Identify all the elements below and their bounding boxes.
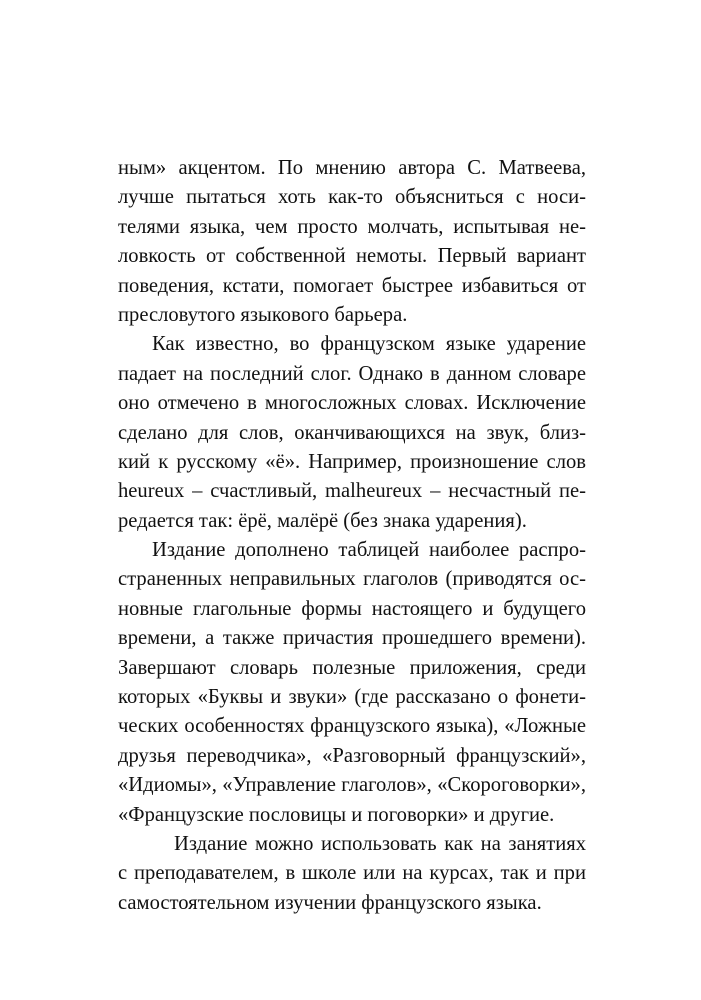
text-line: поведения, кстати, помогает быстрее избавиться от — [118, 274, 586, 297]
text-line: которых «Буквы и звуки» (где рассказано о фонети- — [118, 686, 586, 709]
text-line: heureux – счастливый, malheureux – несчастный пе- — [118, 480, 586, 503]
paragraph-1 — [118, 154, 586, 330]
text-line: телями языка, чем просто молчать, испытывая не- — [118, 215, 586, 238]
text-line: самостоятельном изучении французского языка. — [118, 891, 542, 914]
text-line: Завершают словарь полезные приложения, среди — [118, 656, 586, 679]
text-line: «Французские пословицы и поговорки» и другие. — [118, 803, 555, 826]
page-body-text — [118, 154, 586, 918]
text-line: Издание можно использовать как на занятиях — [174, 832, 586, 855]
paragraph-4 — [118, 830, 586, 918]
text-line: Издание дополнено таблицей наиболее распро- — [152, 539, 586, 562]
text-line: с преподавателем, в школе или на курсах, так и при — [118, 862, 586, 885]
text-line: лучше пытаться хоть как-то объясниться с носи- — [118, 186, 586, 209]
text-line: сделано для слов, оканчивающихся на звук, близ- — [118, 421, 586, 444]
text-line: редается так: ёрё, малёрё (без знака ударения). — [118, 509, 527, 532]
text-line: новные глагольные формы настоящего и будущего — [118, 597, 586, 620]
text-line: Как известно, во французском языке ударение — [152, 333, 586, 356]
text-line: «Идиомы», «Управление глаголов», «Скороговорки», — [118, 774, 586, 797]
text-line: ловкость от собственной немоты. Первый вариант — [118, 245, 586, 268]
text-line: друзья переводчика», «Разговорный французский», — [118, 744, 586, 767]
text-line: ческих особенностях французского языка), «Ложные — [118, 715, 586, 738]
text-line: пресловутого языкового барьера. — [118, 303, 408, 326]
text-line: падает на последний слог. Однако в данном словаре — [118, 362, 586, 385]
text-line: времени, а также причастия прошедшего времени). — [118, 627, 586, 650]
text-line: страненных неправильных глаголов (приводятся ос- — [118, 568, 586, 591]
text-line: оно отмечено в многосложных словах. Исключение — [118, 392, 586, 415]
paragraph-2 — [118, 330, 586, 536]
text-line: кий к русскому «ё». Например, произношение слов — [118, 450, 586, 473]
text-line: ным» акцентом. По мнению автора С. Матвеева, — [118, 157, 586, 179]
paragraph-3 — [118, 536, 586, 830]
